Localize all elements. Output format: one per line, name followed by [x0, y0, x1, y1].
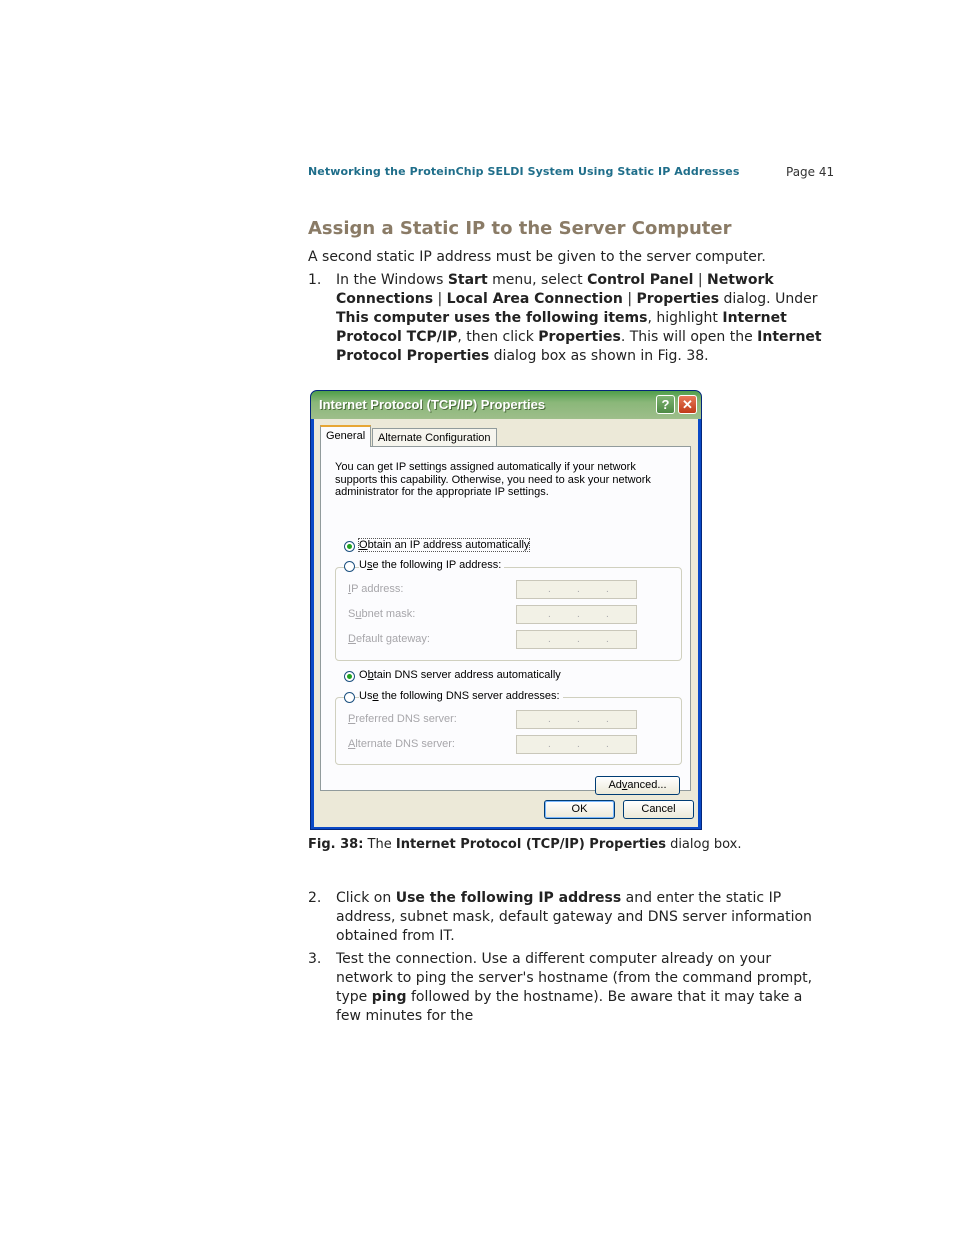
radio-obtain-ip-auto[interactable] — [344, 541, 355, 552]
ip-address-field[interactable]: . . . — [516, 580, 637, 599]
step-3 — [308, 950, 828, 1024]
ok-button[interactable]: OK — [544, 800, 615, 819]
preferred-dns-label: Preferred DNS server: — [348, 713, 457, 725]
step-1 — [308, 271, 828, 366]
default-gateway-label: Default gateway: — [348, 633, 430, 645]
radio-obtain-dns-auto-label[interactable]: Obtain DNS server address automatically — [359, 669, 561, 681]
general-tab-panel — [320, 446, 691, 791]
dns-server-group — [335, 697, 682, 765]
step-number: 3. — [308, 951, 322, 967]
radio-use-following-ip-label[interactable]: Use the following IP address: — [359, 559, 504, 571]
intro-paragraph: A second static IP address must be given to the server computer. — [308, 249, 766, 265]
question-icon: ? — [661, 397, 670, 412]
page-number: Page 41 — [786, 165, 835, 179]
step-text: Test the connection. Use a different computer already on your network to ping the server's hostname (from the command prompt, type ping followed by the hostname). Be aware that it may take a few minutes for the — [336, 951, 813, 1024]
radio-use-following-dns[interactable] — [344, 692, 355, 703]
close-icon: ✕ — [682, 397, 693, 412]
step-text: Click on Use the following IP address and enter the static IP address, subnet mask, default gateway and DNS server information obtained from IT. — [336, 890, 812, 944]
radio-obtain-ip-auto-label[interactable]: Obtain an IP address automatically — [359, 539, 530, 551]
subnet-mask-label: Subnet mask: — [348, 608, 416, 620]
step-number: 2. — [308, 890, 322, 906]
radio-use-following-ip[interactable] — [344, 561, 355, 572]
close-button[interactable] — [678, 395, 697, 414]
advanced-button[interactable]: Advanced... — [595, 776, 680, 795]
step-text: In the Windows Start menu, select Control Panel | Network Connections | Local Area Connection | Properties dialog. Under This computer uses the following items, highlight Internet Protocol TCP/IP, then click Properties. This will open the Internet Protocol Properties dialog box as shown in Fig. 38. — [336, 272, 822, 364]
tab-alternate-configuration[interactable]: Alternate Configuration — [372, 428, 497, 448]
help-button[interactable] — [656, 395, 675, 414]
subnet-mask-field[interactable]: . . . — [516, 605, 637, 624]
step-number: 1. — [308, 272, 322, 288]
cancel-button[interactable]: Cancel — [623, 800, 694, 819]
section-title: Assign a Static IP to the Server Computer — [308, 218, 732, 239]
running-header-title: Networking the ProteinChip SELDI System Using Static IP Addresses — [308, 165, 740, 178]
figure-caption: Fig. 38: The Internet Protocol (TCP/IP) Properties dialog box. — [308, 837, 742, 852]
preferred-dns-field[interactable]: . . . — [516, 710, 637, 729]
ip-address-label: IP address: — [348, 583, 404, 595]
radio-obtain-dns-auto[interactable] — [344, 671, 355, 682]
alternate-dns-label: Alternate DNS server: — [348, 738, 455, 750]
tcpip-properties-dialog — [310, 390, 702, 830]
radio-use-following-dns-label[interactable]: Use the following DNS server addresses: — [359, 690, 563, 702]
tab-general[interactable]: General — [320, 425, 371, 447]
panel-description: You can get IP settings assigned automatically if your network supports this capability. Otherwise, you need to ask your network administrator for the appropriate IP settings. — [335, 461, 651, 498]
dialog-title: Internet Protocol (TCP/IP) Properties — [319, 397, 546, 412]
step-2 — [308, 889, 828, 946]
dialog-client-area — [314, 419, 698, 827]
default-gateway-field[interactable]: . . . — [516, 630, 637, 649]
dialog-titlebar[interactable] — [311, 391, 702, 419]
alternate-dns-field[interactable]: . . . — [516, 735, 637, 754]
